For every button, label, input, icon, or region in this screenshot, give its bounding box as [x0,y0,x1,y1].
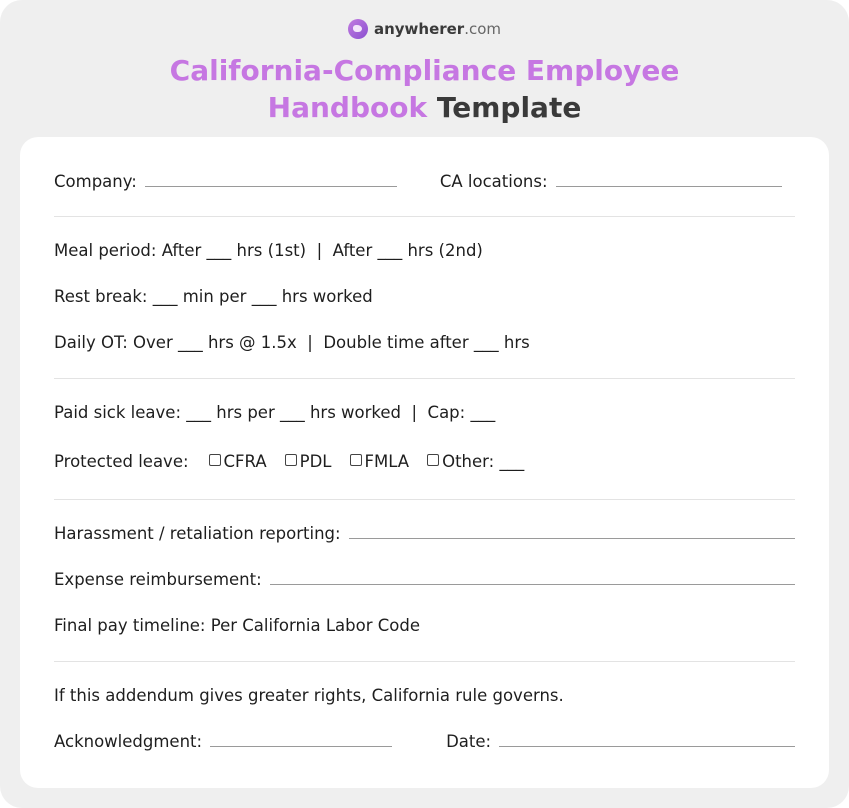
final-pay-row [54,616,795,635]
protected-leave-row [54,452,795,471]
option-cfra-label: CFRA [223,452,267,471]
acknowledgment-label: Acknowledgment: [54,732,203,751]
rest-break-row [54,287,795,306]
option-fmla-label: FMLA [364,452,410,471]
daily-ot-text: Daily OT: Over ___ hrs @ 1.5x | Double time after ___ hrs [54,333,530,352]
meal-period-row [54,241,795,260]
paid-sick-text: Paid sick leave: ___ hrs per ___ hrs worked | Cap: ___ [54,403,496,422]
meal-period-text: Meal period: After ___ hrs (1st) | After ___ hrs (2nd) [54,241,483,260]
final-pay-text: Final pay timeline: Per California Labor Code [54,616,421,635]
option-other[interactable] [427,452,524,471]
brand-name: anywherer [373,20,465,38]
option-pdl[interactable] [285,452,332,471]
company-field[interactable] [145,185,397,187]
option-pdl-label: PDL [299,452,332,471]
checkbox-icon[interactable] [350,454,362,466]
option-cfra[interactable] [209,452,267,471]
checkbox-icon[interactable] [427,454,439,466]
protected-leave-label: Protected leave: [54,452,189,471]
checkbox-icon[interactable] [209,454,221,466]
harassment-row [54,524,795,543]
addendum-text: If this addendum gives greater rights, California rule governs. [54,686,564,705]
checkbox-icon[interactable] [285,454,297,466]
date-label: Date: [446,732,492,751]
acknowledgment-field[interactable] [210,745,392,747]
option-other-label: Other: ___ [442,452,525,471]
expense-row [54,570,795,589]
expense-label: Expense reimbursement: [54,570,262,589]
rest-break-text: Rest break: ___ min per ___ hrs worked [54,287,373,306]
expense-field[interactable] [270,583,795,585]
daily-ot-row [54,333,795,352]
ca-locations-field[interactable] [556,185,782,187]
divider [54,378,795,379]
divider [54,499,795,500]
page-title [0,52,849,126]
form-card [20,137,829,788]
divider [54,216,795,217]
brand-header [0,19,849,39]
title-template: Template [436,91,582,124]
title-line-1: California-Compliance Employee [169,54,680,87]
addendum-row [54,686,795,705]
divider [54,661,795,662]
harassment-label: Harassment / retaliation reporting: [54,524,341,543]
company-label: Company: [54,172,137,191]
acknowledgment-row [54,732,795,751]
globe-logo-icon [348,19,368,39]
brand-domain: .com [464,20,502,38]
ca-locations-label: CA locations: [439,172,548,191]
title-handbook: Handbook [267,91,428,124]
harassment-field[interactable] [349,537,795,539]
paid-sick-row [54,403,795,422]
company-row [54,172,795,191]
date-field[interactable] [499,745,795,747]
option-fmla[interactable] [350,452,410,471]
